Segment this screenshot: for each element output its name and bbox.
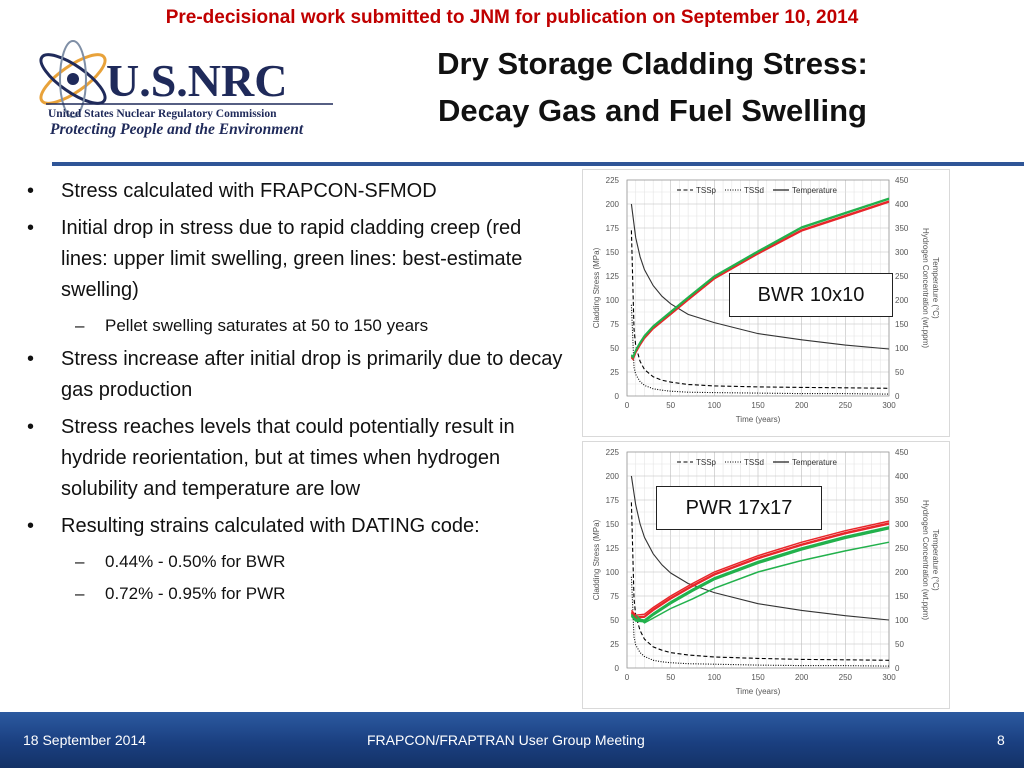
y-tick-label: 150	[605, 520, 619, 529]
y2-tick-label: 300	[895, 248, 909, 257]
legend-label: TSSd	[744, 186, 765, 195]
y2-tick-label: 50	[895, 368, 904, 377]
logo-tagline: Protecting People and the Environment	[50, 121, 304, 138]
footer-date: 18 September 2014	[23, 732, 146, 748]
y2-tick-label: 0	[895, 664, 900, 673]
y-tick-label: 0	[614, 392, 619, 401]
x-tick-label: 50	[666, 401, 676, 410]
y-tick-label: 50	[610, 616, 619, 625]
x-tick-label: 250	[838, 401, 853, 410]
y-tick-label: 125	[605, 544, 619, 553]
y2-tick-label: 450	[895, 176, 909, 185]
slide-title	[380, 40, 925, 134]
title-divider	[52, 162, 1024, 166]
y2-tick-label: 400	[895, 200, 909, 209]
y-axis-title: Cladding Stress (MPa)	[592, 247, 601, 329]
x-tick-label: 150	[751, 401, 765, 410]
y2-tick-label: 350	[895, 224, 909, 233]
bullet-item: • Stress increase after initial drop is primarily due to decay gas production	[27, 348, 563, 401]
x-tick-label: 200	[794, 673, 809, 682]
x-tick-label: 50	[666, 673, 676, 682]
pwr-chart-label: PWR 17x17	[656, 486, 822, 530]
x-axis-title: Time (years)	[735, 687, 781, 696]
y2-axis-subtitle: Hydrogen Concentration (wt.ppm)	[921, 227, 930, 349]
stress-series-line	[631, 527, 889, 620]
y-tick-label: 200	[605, 472, 619, 481]
y2-axis-title: Temperature (°C)	[931, 529, 940, 591]
bullet-item: • Stress calculated with FRAPCON-SFMOD	[27, 180, 437, 202]
bullet-list	[24, 176, 572, 612]
y2-tick-label: 0	[895, 392, 900, 401]
y-tick-label: 225	[605, 176, 619, 185]
x-tick-label: 0	[624, 673, 630, 682]
logo-wordmark: U.S.NRC	[106, 55, 288, 106]
series-tssd	[631, 305, 889, 394]
pwr-stress-chart	[582, 441, 950, 709]
x-tick-label: 150	[751, 673, 765, 682]
footer-meeting: FRAPCON/FRAPTRAN User Group Meeting	[367, 732, 645, 748]
bullet-item: • Stress reaches levels that could potentially result in hydride reorientation, but at times when hydrogen solubility and temperature are low	[27, 416, 515, 500]
sub-bullet-item: – 0.44% - 0.50% for BWR	[75, 552, 286, 571]
y-tick-label: 25	[610, 640, 619, 649]
y-tick-label: 100	[605, 568, 619, 577]
x-tick-label: 250	[838, 673, 853, 682]
y2-tick-label: 150	[895, 320, 909, 329]
x-tick-label: 100	[707, 401, 722, 410]
y-tick-label: 150	[605, 248, 619, 257]
legend-label: Temperature	[792, 458, 837, 467]
y2-tick-label: 400	[895, 472, 909, 481]
y2-tick-label: 250	[895, 544, 909, 553]
series-tssd	[631, 577, 889, 666]
x-axis-title: Time (years)	[735, 415, 781, 424]
bwr-chart-label: BWR 10x10	[729, 273, 893, 317]
x-tick-label: 300	[882, 401, 896, 410]
y2-tick-label: 100	[895, 344, 909, 353]
y2-tick-label: 350	[895, 496, 909, 505]
y-axis-title: Cladding Stress (MPa)	[592, 519, 601, 601]
y-tick-label: 50	[610, 344, 619, 353]
slide-title-line-1: Dry Storage Cladding Stress:	[437, 46, 868, 81]
y2-tick-label: 150	[895, 592, 909, 601]
y-tick-label: 175	[605, 496, 619, 505]
predecisional-banner: Pre-decisional work submitted to JNM for publication on September 10, 2014	[165, 7, 859, 28]
y2-tick-label: 450	[895, 448, 909, 457]
y-tick-label: 225	[605, 448, 619, 457]
sub-bullet-item: – Pellet swelling saturates at 50 to 150 years	[75, 316, 429, 335]
x-tick-label: 200	[794, 401, 809, 410]
stress-series-line	[631, 528, 889, 621]
logo-subtitle: United States Nuclear Regulatory Commission	[48, 108, 277, 120]
x-tick-label: 0	[624, 401, 630, 410]
y-tick-label: 175	[605, 224, 619, 233]
y2-tick-label: 250	[895, 272, 909, 281]
footer-bar	[0, 712, 1024, 768]
sub-bullet-item: – 0.72% - 0.95% for PWR	[75, 584, 286, 603]
y-tick-label: 100	[605, 296, 619, 305]
y2-axis-title: Temperature (°C)	[931, 257, 940, 319]
y2-tick-label: 200	[895, 568, 909, 577]
y-tick-label: 200	[605, 200, 619, 209]
slide-title-line-2: Decay Gas and Fuel Swelling	[438, 93, 867, 128]
bwr-stress-chart	[582, 169, 950, 437]
y-tick-label: 125	[605, 272, 619, 281]
y-tick-label: 25	[610, 368, 619, 377]
x-tick-label: 100	[707, 673, 722, 682]
y2-tick-label: 100	[895, 616, 909, 625]
y-tick-label: 0	[614, 664, 619, 673]
y2-tick-label: 200	[895, 296, 909, 305]
page-number: 8	[997, 732, 1005, 748]
bullet-item: • Initial drop in stress due to rapid cladding creep (red lines: upper limit swelling, green lines: best-estimate swelling)	[27, 217, 523, 301]
legend-label: Temperature	[792, 186, 837, 195]
y2-axis-subtitle: Hydrogen Concentration (wt.ppm)	[921, 499, 930, 621]
legend-label: TSSp	[696, 186, 717, 195]
legend-label: TSSp	[696, 458, 717, 467]
bullet-item: • Resulting strains calculated with DATING code:	[27, 515, 480, 537]
legend-label: TSSd	[744, 458, 765, 467]
y2-tick-label: 50	[895, 640, 904, 649]
y-tick-label: 75	[610, 320, 619, 329]
pwr-chart-svg	[583, 442, 949, 708]
x-tick-label: 300	[882, 673, 896, 682]
y2-tick-label: 300	[895, 520, 909, 529]
y-tick-label: 75	[610, 592, 619, 601]
